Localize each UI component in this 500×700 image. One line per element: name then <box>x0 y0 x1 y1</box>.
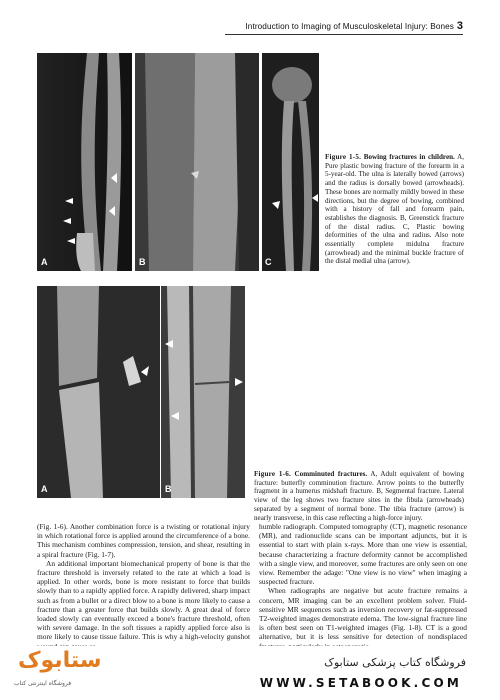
logo-wordmark: ستابوک <box>18 648 102 673</box>
running-title: Introduction to Imaging of Musculoskeletal Injury: Bones <box>245 22 454 31</box>
forearm-xray-image <box>37 53 132 271</box>
logo-subtitle: فروشگاه اینترنتی کتاب <box>14 680 72 687</box>
body-paragraph: When radiographs are negative but acute fracture remains a concern, MR imaging can be an excellent problem solver. Fluid-sensitive MR sequences such as inversion recovery or fat-suppressed T2-weighted images demonstrate edema. The low-signal fracture line is often best seen on T1-weighted images (Fig. 1-8). CT is a good alternative, but it is less sensitive for detection of nondisplaced <box>259 586 467 642</box>
caption-title: Bowing fractures in children. <box>363 153 455 161</box>
leg-xray-image <box>161 286 245 498</box>
caption-label: Figure 1-6. <box>254 470 291 478</box>
panel-label: A <box>41 257 48 267</box>
store-name: فروشگاه کتاب پزشکی ستابوک <box>324 656 466 669</box>
caption-label: Figure 1-5. <box>325 153 362 161</box>
figure-1-6-panel-b <box>161 286 245 498</box>
store-url-link[interactable]: WWW.SETABOOK.COM <box>259 676 462 690</box>
forearm-xray-image <box>135 53 259 271</box>
caption-title: Comminuted fractures. <box>294 470 368 478</box>
panel-label: B <box>165 484 172 494</box>
body-paragraph: An additional important biomechanical property of bone is that the fracture threshold is inversely related to the rate at which a load is applied. In other words, bone is more resistant to force that builds slowly than to a rapidly applied force. A rapidly delivered, sharp impact such as from a bullet or a direct blow to a bone is more likely to cause a fracture than a greater force that builds slowly. A great deal of force loaded slowly can eventually exceed a bone's fracture threshold, often with severe damage. In the soft tissues a rapidly applied force also is more likely to cause tissue failure. This is why a high-velocity gunshot <box>37 558 250 642</box>
figure-1-6-panel-a <box>37 286 160 498</box>
header-rule <box>225 34 463 35</box>
store-logo[interactable] <box>8 648 102 692</box>
caption-text: A, Pure plastic bowing fracture of the forearm in a 5-year-old. The ulna is laterally bowed (arrows) and the radius is dorsally bowed (arrowheads). These bones are normally mildly bowed in these directions, but the degree of bowing, combined with a history of fall and forearm pain, establishes the diagnosis. B, Greenstick fracture of the distal radius. C, Plastic bowing deformities of the ulna and radius. Also note essentially complete midulna fracture (arrowhead) and the minimal buckle fracture of the distal medial ulna (arrow). <box>325 153 464 266</box>
body-column-right <box>259 522 467 644</box>
page-number: 3 <box>456 20 463 32</box>
body-column-left <box>37 522 250 644</box>
figure-1-5-panel-a <box>37 53 132 271</box>
body-paragraph: (Fig. 1-6). Another combination force is a twisting or rotational injury in which rotational force is applied around the circumference of a bone. This mechanism combines compression, tension, and shear, resulting in a spiral fracture (Fig. 1-7). <box>37 522 250 559</box>
footer-banner <box>0 646 500 700</box>
humerus-xray-image <box>37 286 160 498</box>
panel-label: C <box>265 257 272 267</box>
figure-1-5-panel-c <box>262 53 319 271</box>
caption-text: A, Adult equivalent of bowing fracture: butterfly comminution fracture. Arrow points to the butterfly fragment in a humerus midshaft fracture. B, Segmental fracture. Lateral view of the leg shows two fracture sites in the fibula (arrowheads) separated by a segment of normal bone. The tibia fracture (arrow) is nearly transverse, in this case reflecting a high-force injury. <box>254 470 465 522</box>
figure-1-5-panel-b <box>135 53 259 271</box>
forearm-xray-image <box>262 53 319 271</box>
page-header <box>0 0 500 38</box>
figure-1-5-caption <box>325 153 464 266</box>
panel-label: A <box>41 484 48 494</box>
figure-1-6-caption <box>254 470 464 522</box>
panel-label: B <box>139 257 146 267</box>
body-paragraph: humble radiograph. Computed tomography (CT), magnetic resonance (MR), and radionuclide scans can be important adjuncts, but it is essential to start with plain x-rays. More than one view is essential, because characterizing a fracture deformity cannot be accomplished with a single view, and moreover, some fractures are only seen on one view. Remember the adage: "One view is no view" when imaging a suspected fracture. <box>259 522 467 587</box>
